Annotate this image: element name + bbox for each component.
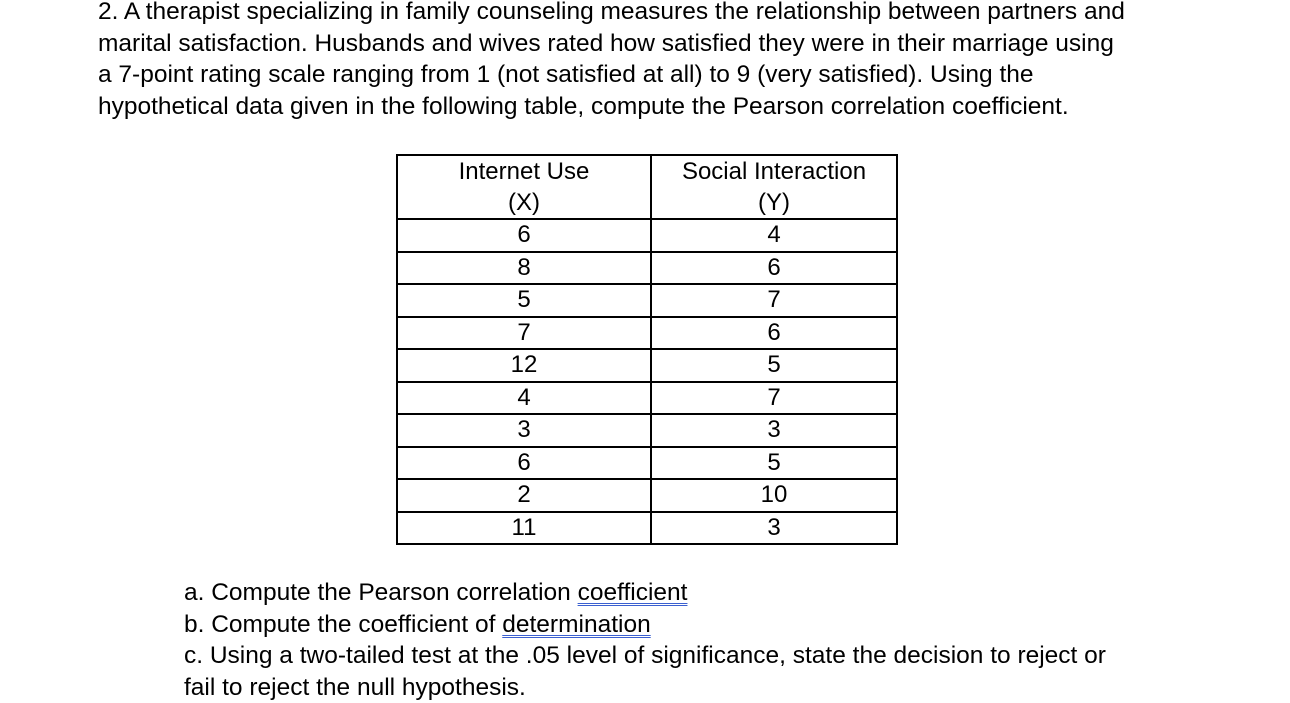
cell-y: 7 (651, 284, 897, 317)
spellcheck-flagged-word[interactable]: determination (502, 611, 650, 638)
cell-x: 8 (397, 252, 651, 285)
cell-y: 10 (651, 479, 897, 512)
cell-x: 2 (397, 479, 651, 512)
cell-x: 4 (397, 382, 651, 415)
cell-x: 7 (397, 317, 651, 350)
cell-x: 6 (397, 447, 651, 480)
column-header-y (651, 155, 897, 219)
question-text: b. Compute the coefficient of (184, 611, 502, 638)
table-row (397, 284, 897, 317)
table-row (397, 252, 897, 285)
problem-line: 2. A therapist specializing in family counseling measures the relationship between partners and (98, 0, 1278, 28)
question-list (184, 577, 1264, 703)
column-header-x (397, 155, 651, 219)
cell-y: 4 (651, 219, 897, 252)
table-row (397, 414, 897, 447)
cell-x: 12 (397, 349, 651, 382)
table-row (397, 512, 897, 545)
question-a (184, 577, 1264, 609)
cell-y: 3 (651, 414, 897, 447)
cell-y: 6 (651, 252, 897, 285)
table-row (397, 479, 897, 512)
cell-x: 5 (397, 284, 651, 317)
data-table (396, 154, 898, 545)
question-b (184, 609, 1264, 641)
header-label: Internet Use (398, 156, 650, 187)
cell-y: 7 (651, 382, 897, 415)
problem-line: hypothetical data given in the following table, compute the Pearson correlation coefficient. (98, 91, 1278, 123)
table-row (397, 382, 897, 415)
cell-y: 5 (651, 447, 897, 480)
cell-y: 6 (651, 317, 897, 350)
cell-x: 11 (397, 512, 651, 545)
cell-y: 5 (651, 349, 897, 382)
problem-statement (98, 0, 1278, 122)
cell-y: 3 (651, 512, 897, 545)
question-text: a. Compute the Pearson correlation (184, 579, 578, 606)
question-c-continued (184, 672, 1264, 703)
spellcheck-flagged-word[interactable]: coefficient (578, 579, 688, 606)
table-row (397, 219, 897, 252)
table-row (397, 317, 897, 350)
problem-line: a 7-point rating scale ranging from 1 (not satisfied at all) to 9 (very satisfied). Using the (98, 59, 1278, 91)
problem-line: marital satisfaction. Husbands and wives rated how satisfied they were in their marriage using (98, 28, 1278, 60)
table-row (397, 447, 897, 480)
table-header-row (397, 155, 897, 219)
header-variable: (Y) (652, 187, 896, 218)
table-row (397, 349, 897, 382)
question-text: fail to reject the null hypothesis. (184, 674, 526, 701)
cell-x: 3 (397, 414, 651, 447)
question-c (184, 640, 1264, 672)
cell-x: 6 (397, 219, 651, 252)
header-variable: (X) (398, 187, 650, 218)
header-label: Social Interaction (652, 156, 896, 187)
question-text: c. Using a two-tailed test at the .05 level of significance, state the decision to reject or (184, 642, 1106, 669)
